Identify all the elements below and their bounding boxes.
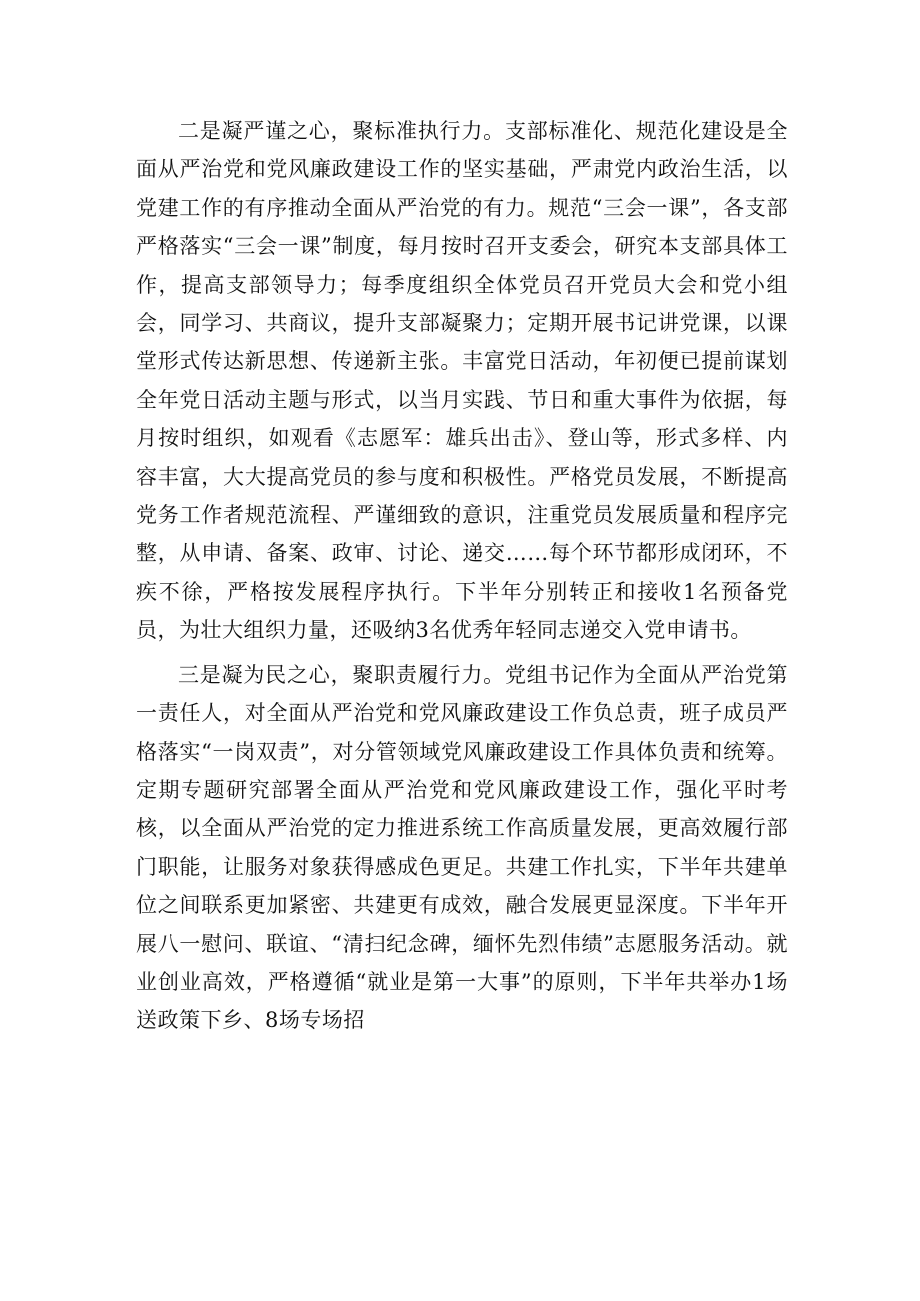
paragraph-second-point: 二是凝严谨之心，聚标准执行力。支部标准化、规范化建设是全面从严治党和党风廉政建设工作的坚实基础，严肃党内政治生活，以党建工作的有序推动全面从严治党的有力。规范“三会一课”，各支部严格落实“三会一课”制度，每月按时召开支委会，研究本支部具体工作，提高支部领导力；每季度组织全体党员召开党员大会和党小组会，同学习、共商议，提升支部凝聚力；定期开展书记讲党课，以课堂形式传达新思想、传递新主张。丰富党日活动，年初便已提前谋划全年党日活动主题与形式，以当月实践、节日和重大事件为依据，每月按时组织，如观看《志愿军：雄兵出击》、登山等，形式多样、内容丰富，大大提高党员的参与度和积极性。严格党员发展，不断提高党务工作者规范流程、严谨细致的意识，注重党员发展质量和程序完整，从申请、备案、政审、讨论、递交……每个环节都形成闭环，不疾不徐，严格按发展程序执行。下半年分别转正和接收1名预备党员，为壮大组织力量，还吸纳3名优秀年轻同志递交入党申请书。 (136, 119, 788, 643)
paragraph-third-point: 三是凝为民之心，聚职责履行力。党组书记作为全面从严治党第一责任人，对全面从严治党和党风廉政建设工作负总责，班子成员严格落实“一岗双责”，对分管领域党风廉政建设工作具体负责和统筹。定期专题研究部署全面从严治党和党风廉政建设工作，强化平时考核，以全面从严治党的定力推进系统工作高质量发展，更高效履行部门职能，让服务对象获得感成色更足。共建工作扎实，下半年共建单位之间联系更加紧密、共建更有成效，融合发展更显深度。下半年开展八一慰问、联谊、“清扫纪念碑，缅怀先烈伟绩”志愿服务活动。就业创业高效，严格遵循“就业是第一大事”的原则，下半年共举办1场送政策下乡、8场专场招 (136, 662, 788, 1033)
document-body (136, 112, 788, 1046)
